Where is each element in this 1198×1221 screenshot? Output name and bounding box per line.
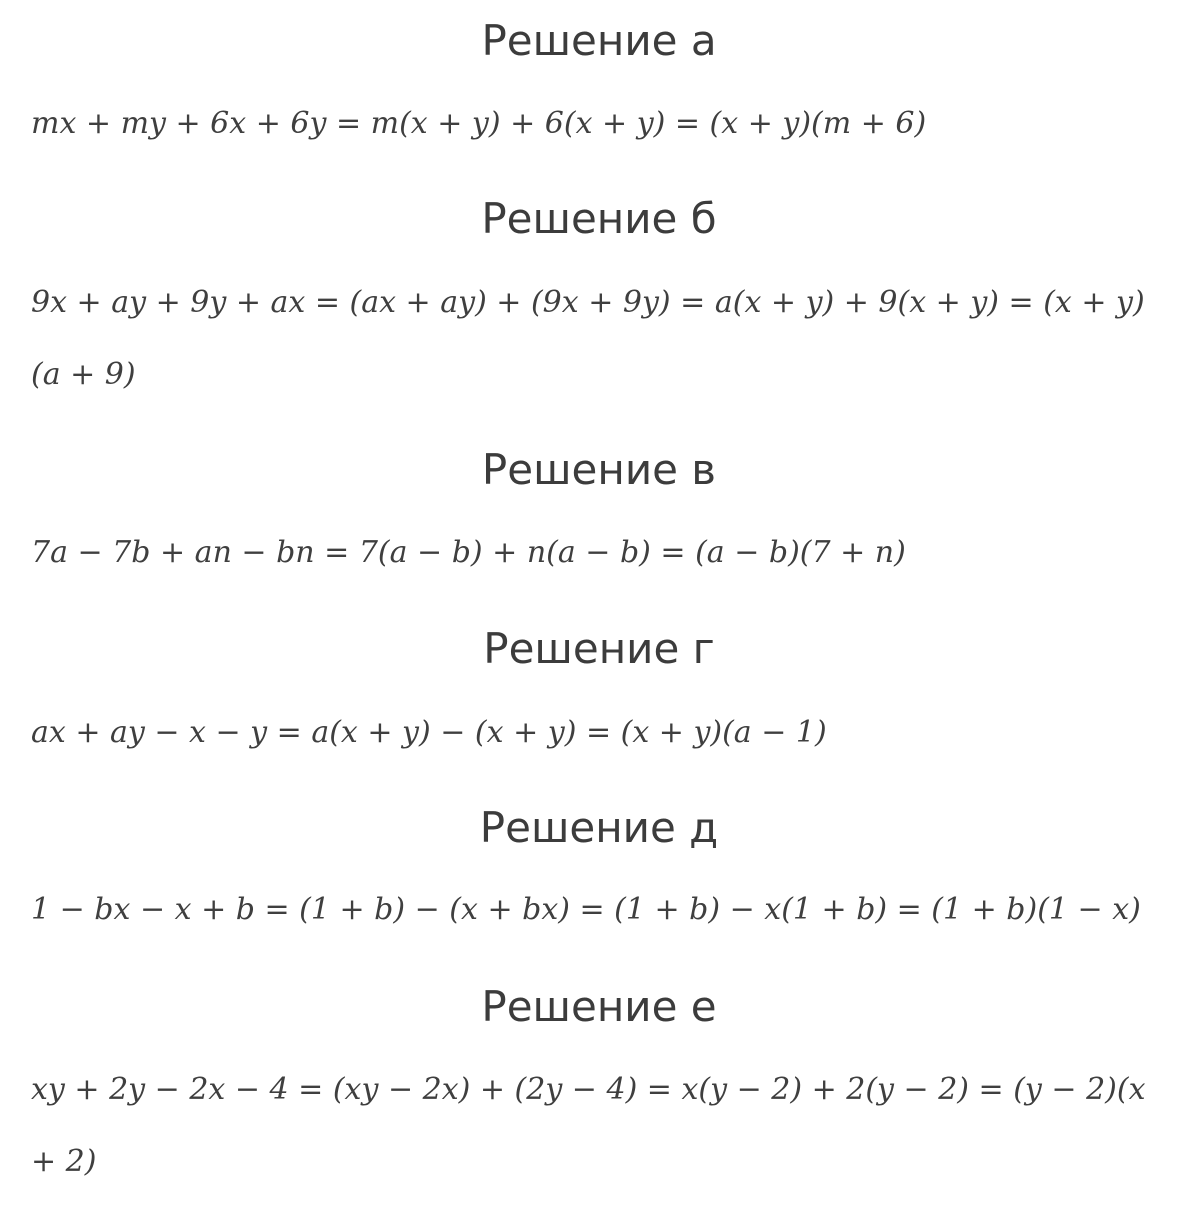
heading-b: Решение б	[481, 194, 717, 243]
heading-d: Решение д	[479, 803, 719, 852]
formula-e-line-1: xy + 2y − 2x − 4 = (xy − 2x) + (2y − 4) = x(y − 2) + 2(y − 2) = (y − 2)(x	[31, 1072, 1146, 1107]
heading-g: Решение г	[483, 624, 715, 673]
formula-d-line-1: 1 − bx − x + b = (1 + b) − (x + bx) = (1 + b) − x(1 + b) = (1 + b)(1 − x)	[31, 892, 1141, 927]
heading-v: Решение в	[481, 445, 717, 494]
formula-e-line-2: + 2)	[31, 1144, 97, 1179]
heading-e: Решение е	[481, 982, 717, 1031]
formula-v-line-1: 7a − 7b + an − bn = 7(a − b) + n(a − b) = (a − b)(7 + n)	[31, 535, 906, 570]
formula-b-line-2: (a + 9)	[31, 357, 136, 392]
heading-a: Решение а	[481, 16, 717, 65]
formula-b-line-1: 9x + ay + 9y + ax = (ax + ay) + (9x + 9y) = a(x + y) + 9(x + y) = (x + y)	[31, 285, 1145, 320]
formula-a-line-1: mx + my + 6x + 6y = m(x + y) + 6(x + y) = (x + y)(m + 6)	[31, 106, 927, 141]
formula-g-line-1: ax + ay − x − y = a(x + y) − (x + y) = (x + y)(a − 1)	[31, 715, 827, 750]
